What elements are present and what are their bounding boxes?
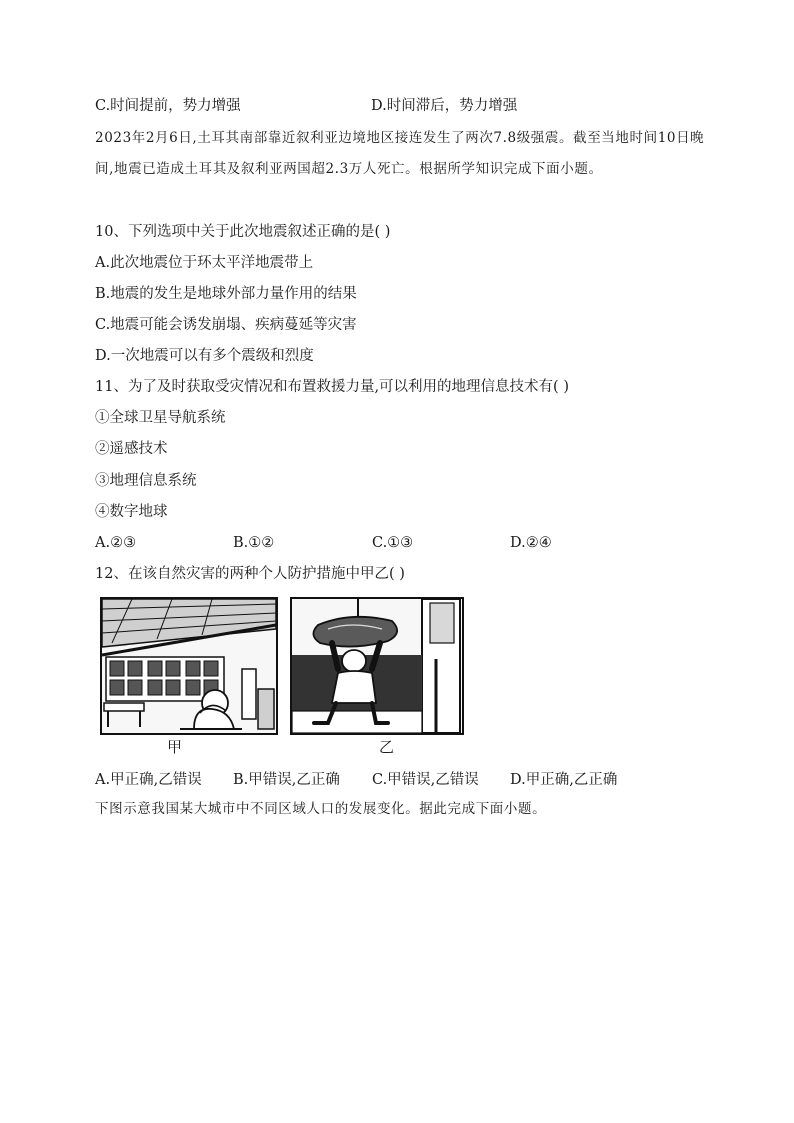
figure-jia-illustration: [100, 597, 278, 735]
q12-options-row: [95, 770, 705, 790]
q10-option-c: C.地震可能会诱发崩塌、疾病蔓延等灾害: [95, 317, 357, 333]
q11-item-3: ③地理信息系统: [95, 473, 197, 489]
earthquake-intro-paragraph: 2023年2月6日,土耳其南部靠近叙利亚边境地区接连发生了两次7.8级强震。截至当地时间10日晚间,地震已造成土耳其及叙利亚两国超2.3万人死亡。根据所学知识完成下面小题。: [95, 130, 705, 177]
population-intro-paragraph: 下图示意我国某大城市中不同区域人口的发展变化。据此完成下面小题。: [95, 801, 547, 817]
q11-stem: 11、为了及时获取受灾情况和布置救援力量,可以利用的地理信息技术有( ): [95, 379, 569, 395]
q12-option-b: B.甲错误,乙正确: [233, 772, 340, 788]
q12-option-d: D.甲正确,乙正确: [510, 772, 618, 788]
q9-option-d: D.时间滞后，势力增强: [371, 98, 518, 114]
q11-option-a: A.②③: [95, 535, 137, 551]
figure-yi-caption: 乙: [379, 738, 395, 756]
q9-option-c: C.时间提前，势力增强: [95, 98, 241, 114]
q11-option-b: B.①②: [233, 535, 275, 551]
q10-option-d: D.一次地震可以有多个震级和烈度: [95, 348, 314, 364]
q12-stem: 12、在该自然灾害的两种个人防护措施中甲乙( ): [95, 566, 405, 582]
q10-option-a: A.此次地震位于环太平洋地震带上: [95, 255, 314, 271]
q11-item-1: ①全球卫星导航系统: [95, 410, 226, 426]
person-lifting-object-drawing: [292, 599, 462, 733]
q11-item-2: ②遥感技术: [95, 441, 168, 457]
q9-options-row: [95, 96, 705, 116]
q10-stem: 10、下列选项中关于此次地震叙述正确的是( ): [95, 224, 391, 240]
figure-yi-illustration: [290, 597, 464, 735]
figure-jia-caption: 甲: [167, 738, 183, 756]
q11-option-d: D.②④: [510, 535, 552, 551]
q11-option-c: C.①③: [372, 535, 414, 551]
q11-options-row: [95, 533, 705, 553]
q12-option-c: C.甲错误,乙错误: [372, 772, 479, 788]
q10-option-b: B.地震的发生是地球外部力量作用的结果: [95, 286, 357, 302]
crouching-person-drawing: [102, 599, 276, 733]
q11-item-4: ④数字地球: [95, 504, 168, 520]
q12-option-a: A.甲正确,乙错误: [95, 772, 202, 788]
